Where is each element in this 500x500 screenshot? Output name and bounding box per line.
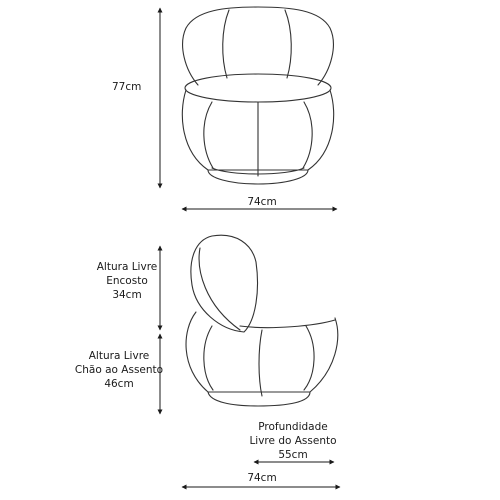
front-backrest-outline	[183, 7, 334, 85]
front-backrest-seam-right	[285, 10, 291, 78]
side-view-chair-drawing	[186, 235, 338, 406]
front-base-seam-right	[303, 102, 312, 168]
backrest-label-line1: Altura Livre	[96, 261, 158, 273]
side-base-seam-right	[304, 326, 314, 390]
side-base-seam-center	[259, 330, 262, 396]
front-backrest-seam-left	[223, 10, 229, 78]
backrest-label-line2: Encosto	[106, 275, 148, 287]
front-seat-ellipse	[185, 74, 331, 102]
backrest-value: 34cm	[112, 289, 142, 301]
side-backrest-outline	[191, 235, 258, 332]
depth-label-line2: Livre do Assento	[249, 435, 337, 447]
front-width-label: 74cm	[247, 196, 277, 208]
depth-value: 55cm	[278, 449, 308, 461]
seat-label-line2: Chão ao Assento	[74, 364, 164, 376]
side-backrest-inner	[199, 248, 240, 330]
side-width-label: 74cm	[247, 472, 277, 484]
seat-label-line1: Altura Livre	[88, 350, 150, 362]
side-base-seam-left	[204, 326, 213, 390]
depth-label-line1: Profundidade	[258, 421, 328, 433]
front-view-chair-drawing	[182, 7, 333, 184]
front-height-label: 77cm	[112, 81, 142, 93]
seat-value: 46cm	[104, 378, 134, 390]
side-plinth	[208, 392, 310, 406]
front-base-seam-left	[204, 102, 213, 168]
side-seat-top	[240, 320, 335, 328]
